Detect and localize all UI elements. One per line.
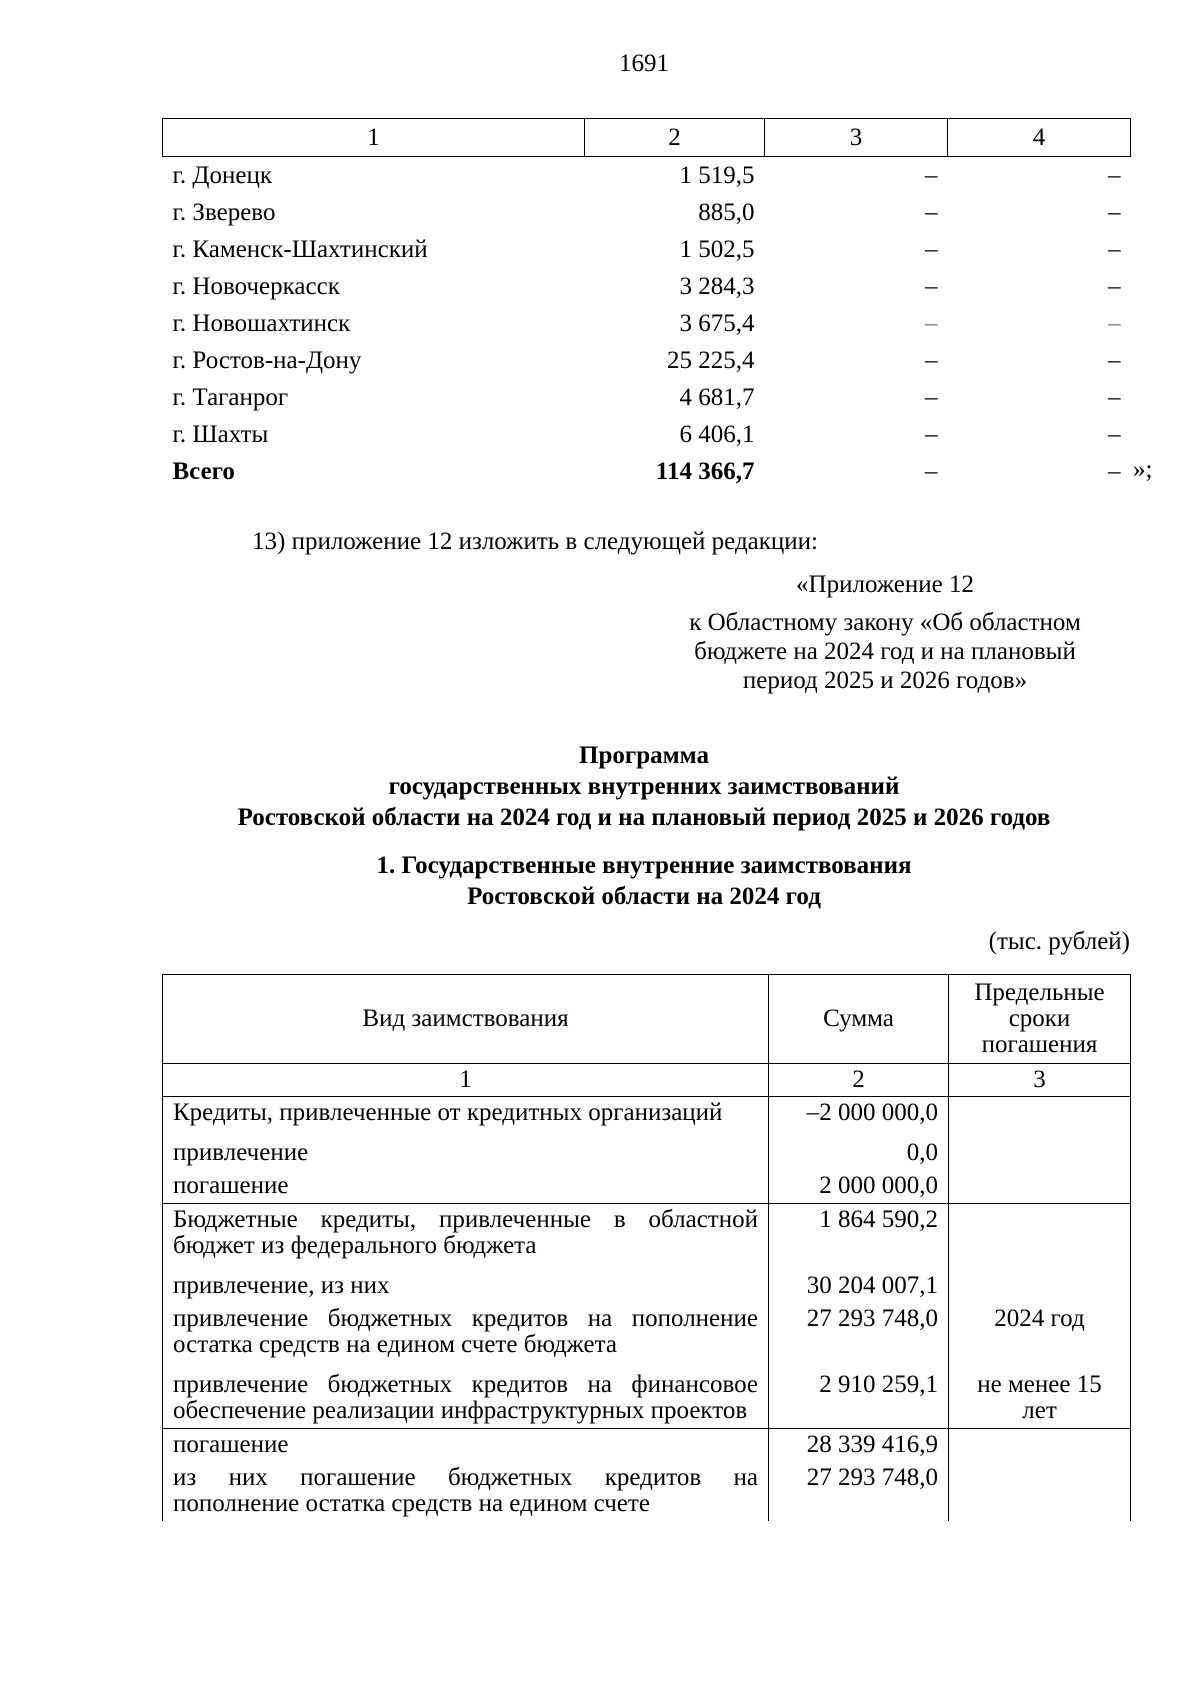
dash-cell: – (925, 310, 938, 337)
appendix-reference (640, 608, 1130, 695)
table-row (163, 1263, 1131, 1303)
borrowing-term (949, 1170, 1131, 1204)
borrowing-amount: 0,0 (769, 1130, 949, 1170)
heading-line: Программа (579, 742, 709, 769)
borrowing-amount: 30 204 007,1 (769, 1263, 949, 1303)
borrowing-table (162, 974, 1131, 1521)
borrowing-amount: 1 864 590,2 (769, 1204, 949, 1264)
appendix-title: «Приложение 12 (796, 571, 974, 598)
borrowing-type: из них погашение бюджетных кредитов на пополнение остатка средств на едином счете (163, 1462, 769, 1521)
table-row (163, 305, 1131, 342)
borrowing-term (949, 1130, 1131, 1170)
section-heading (0, 850, 1200, 912)
units-label: (тыс. рублей) (988, 928, 1130, 955)
table-row (163, 1097, 1131, 1131)
column-number-row (163, 1064, 1131, 1097)
table-header-row (163, 119, 1131, 157)
dash-cell: – (1108, 384, 1121, 411)
dash-cell: – (1108, 421, 1121, 448)
borrowing-term: 2024 год (949, 1303, 1131, 1362)
dash-cell: – (1108, 162, 1121, 189)
borrowing-type: Кредиты, привлеченные от кредитных организаций (163, 1097, 769, 1131)
total-value: 114 366,7 (655, 458, 755, 485)
municipal-table (162, 118, 1131, 490)
city-name: г. Зверево (172, 199, 276, 226)
total-label: Всего (172, 458, 235, 485)
borrowing-type: Бюджетные кредиты, привлеченные в областной бюджет из федерального бюджета (163, 1204, 769, 1264)
dash-cell: – (925, 162, 938, 189)
table-row (163, 157, 1131, 195)
dash-cell: – (925, 273, 938, 300)
dash-cell: – (1108, 310, 1121, 337)
header-cell: 4 (948, 119, 1131, 157)
column-number: 1 (163, 1064, 769, 1097)
dash-cell: – (1108, 458, 1121, 485)
city-name: г. Новошахтинск (172, 310, 351, 337)
dash-cell: – (1108, 273, 1121, 300)
table-row (163, 1429, 1131, 1463)
borrowing-term (949, 1462, 1131, 1521)
borrowing-term: не менее 15 лет (949, 1362, 1131, 1429)
city-name: г. Ростов-на-Дону (172, 347, 362, 374)
city-value: 3 675,4 (679, 310, 755, 337)
dash-cell: – (925, 458, 938, 485)
borrowing-term (949, 1204, 1131, 1264)
table-row (163, 379, 1131, 416)
dash-cell: – (1108, 199, 1121, 226)
appendix-line: к Областному закону «Об областном (689, 609, 1081, 636)
city-name: г. Шахты (172, 421, 269, 448)
table-row (163, 416, 1131, 453)
appendix-line: бюджете на 2024 год и на плановый (694, 638, 1076, 665)
dash-cell: – (925, 236, 938, 263)
city-value: 3 284,3 (679, 273, 755, 300)
table-row (163, 1462, 1131, 1521)
amendment-paragraph: 13) приложение 12 изложить в следующей редакции: (252, 528, 818, 555)
total-row (163, 453, 1131, 490)
column-number: 3 (949, 1064, 1131, 1097)
borrowing-type: привлечение (163, 1130, 769, 1170)
table-row (163, 1204, 1131, 1264)
city-value: 4 681,7 (679, 384, 755, 411)
header-cell: 3 (765, 119, 948, 157)
dash-cell: – (1108, 236, 1121, 263)
table-row (163, 1130, 1131, 1170)
city-value: 25 225,4 (667, 347, 755, 374)
header-cell: Предельные сроки погашения (949, 975, 1131, 1064)
borrowing-type: погашение (163, 1170, 769, 1204)
table-row (163, 1362, 1131, 1429)
borrowing-type: привлечение, из них (163, 1263, 769, 1303)
borrowing-amount: 2 000 000,0 (769, 1170, 949, 1204)
dash-cell: – (925, 199, 938, 226)
heading-line: 1. Государственные внутренние заимствования (376, 852, 912, 879)
table-row (163, 1303, 1131, 1362)
header-cell: Сумма (769, 975, 949, 1064)
city-value: 6 406,1 (679, 421, 755, 448)
table-row (163, 1170, 1131, 1204)
borrowing-amount: –2 000 000,0 (769, 1097, 949, 1131)
table-row (163, 268, 1131, 305)
borrowing-type: привлечение бюджетных кредитов на финансовое обеспечение реализации инфраструктурных проектов (163, 1362, 769, 1429)
borrowing-amount: 27 293 748,0 (769, 1462, 949, 1521)
program-heading (0, 740, 1200, 833)
page-number: 1691 (619, 50, 669, 77)
appendix-line: период 2025 и 2026 годов» (742, 667, 1028, 694)
table-row (163, 194, 1131, 231)
city-name: г. Таганрог (172, 384, 289, 411)
table-row (163, 231, 1131, 268)
borrowing-type: привлечение бюджетных кредитов на пополнение остатка средств на едином счете бюджета (163, 1303, 769, 1362)
borrowing-amount: 2 910 259,1 (769, 1362, 949, 1429)
column-number: 2 (769, 1064, 949, 1097)
city-value: 885,0 (698, 199, 755, 226)
borrowing-type: погашение (163, 1429, 769, 1463)
city-value: 1 519,5 (679, 162, 755, 189)
borrowing-amount: 28 339 416,9 (769, 1429, 949, 1463)
closing-quote: »; (1133, 456, 1153, 483)
heading-line: Ростовской области на 2024 год и на плановый период 2025 и 2026 годов (237, 804, 1051, 831)
city-name: г. Донецк (172, 162, 272, 189)
city-value: 1 502,5 (679, 236, 755, 263)
table-header-row (163, 975, 1131, 1064)
header-cell: 1 (163, 119, 585, 157)
header-cell: 2 (585, 119, 765, 157)
header-cell: Вид заимствования (163, 975, 769, 1064)
dash-cell: – (925, 347, 938, 374)
borrowing-amount: 27 293 748,0 (769, 1303, 949, 1362)
borrowing-term (949, 1097, 1131, 1131)
borrowing-term (949, 1429, 1131, 1463)
borrowing-term (949, 1263, 1131, 1303)
heading-line: Ростовской области на 2024 год (467, 883, 821, 910)
city-name: г. Новочеркасск (172, 273, 340, 300)
dash-cell: – (925, 384, 938, 411)
heading-line: государственных внутренних заимствований (388, 773, 900, 800)
dash-cell: – (925, 421, 938, 448)
dash-cell: – (1108, 347, 1121, 374)
table-row (163, 342, 1131, 379)
city-name: г. Каменск-Шахтинский (172, 236, 428, 263)
